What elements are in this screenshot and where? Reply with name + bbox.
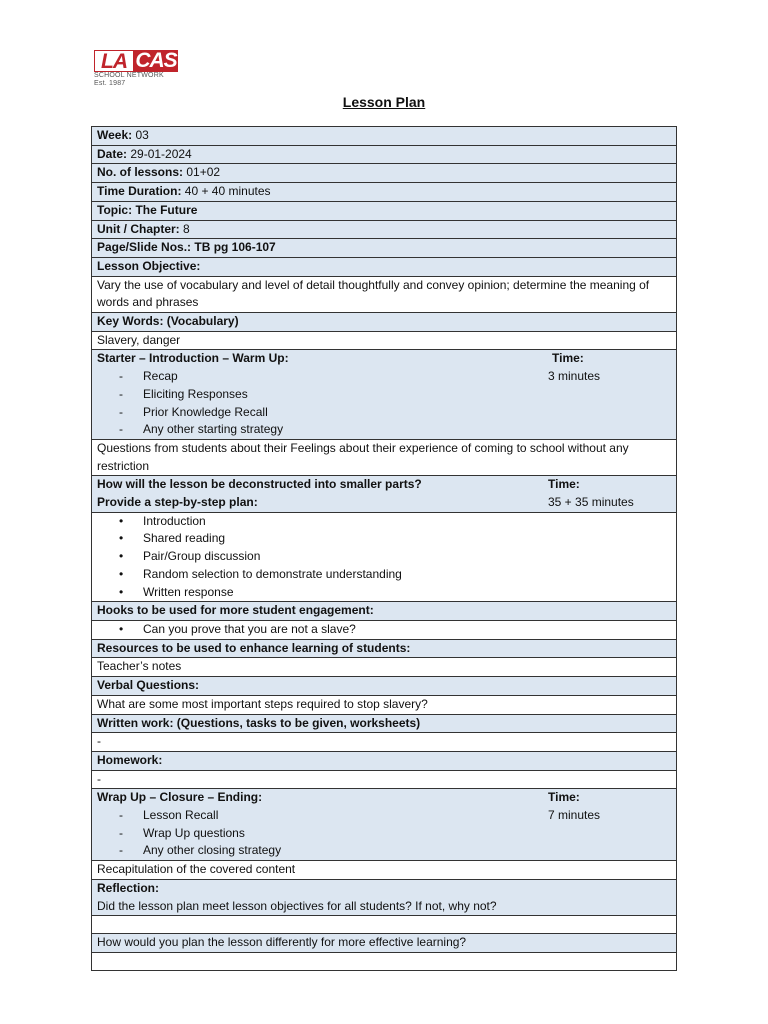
list-item: - Recap [97, 368, 548, 386]
wrapup-heading: Wrap Up – Closure – Ending: [97, 790, 263, 805]
keywords-heading: Key Words: (Vocabulary) [92, 313, 677, 332]
starter-heading: Starter – Introduction – Warm Up: [97, 351, 289, 366]
written-heading-row [92, 714, 677, 733]
verbal-text: What are some most important steps required to stop slavery? [92, 695, 677, 714]
date-label: Date: [97, 146, 128, 161]
written-row [92, 733, 677, 752]
bullet-marker: • [119, 621, 124, 636]
duration-label: Time Duration: [97, 184, 182, 199]
dash-marker: - [119, 369, 123, 384]
logo-letters-la: LA [94, 50, 134, 72]
reflection-answer-2 [92, 952, 677, 970]
hooks-heading: Hooks to be used for more student engagement: [92, 602, 677, 621]
wrapup-row [92, 789, 677, 861]
verbal-row [92, 695, 677, 714]
deconstruct-list-row [92, 512, 677, 602]
step-list [97, 513, 671, 602]
starter-row [92, 350, 677, 440]
list-item: • Shared reading [97, 530, 671, 548]
reflection-heading: Reflection: [97, 880, 160, 895]
wrapup-list [97, 807, 548, 860]
row-pages [92, 239, 677, 258]
resources-heading: Resources to be used to enhance learning of students: [92, 639, 677, 658]
unit-value: 8 [179, 221, 190, 236]
list-item: - Prior Knowledge Recall [97, 404, 548, 422]
written-text: - [92, 733, 677, 752]
list-item: • Random selection to demonstrate understanding [97, 566, 671, 584]
bullet-marker: • [119, 584, 124, 599]
homework-heading-row [92, 751, 677, 770]
dash-marker: - [119, 843, 123, 858]
list-item: • Can you prove that you are not a slave? [97, 621, 671, 639]
deconstruct-heading-row [92, 476, 677, 512]
hooks-list [97, 621, 671, 639]
pages-label: Page/Slide Nos.: TB pg 106-107 [97, 240, 276, 255]
keywords-text: Slavery, danger [92, 331, 677, 350]
deconstruct-time-value: 35 + 35 minutes [548, 495, 634, 510]
reflection-question-2-row [92, 934, 677, 953]
resources-heading-row [92, 639, 677, 658]
dash-marker: - [119, 808, 123, 823]
unit-label: Unit / Chapter: [97, 221, 180, 236]
starter-note: Questions from students about their Feelings about their experience of coming to school without any restriction [92, 439, 677, 475]
week-value: 03 [132, 128, 149, 142]
keywords-row [92, 331, 677, 350]
duration-value: 40 + 40 minutes [181, 184, 271, 199]
lesson-plan-table [91, 126, 677, 971]
date-value: 29-01-2024 [127, 146, 192, 161]
resources-row [92, 658, 677, 677]
list-item: • Pair/Group discussion [97, 548, 671, 566]
list-item: - Eliciting Responses [97, 386, 548, 404]
page-title: Lesson Plan [342, 94, 426, 110]
verbal-heading: Verbal Questions: [92, 677, 677, 696]
reflection-question-1: Did the lesson plan meet lesson objectives for all students? If not, why not? [97, 898, 497, 913]
verbal-heading-row [92, 677, 677, 696]
list-item: • Introduction [97, 513, 671, 531]
dash-marker: - [119, 422, 123, 437]
bullet-marker: • [119, 531, 124, 546]
list-item: - Any other closing strategy [97, 842, 548, 860]
objective-text: Vary the use of vocabulary and level of detail thoughtfully and convey opinion; determine the meaning of words and phrases [92, 276, 677, 312]
objective-heading-row [92, 257, 677, 276]
topic-label: Topic: The Future [97, 202, 198, 217]
logo-tagline: SCHOOL NETWORK [94, 72, 164, 79]
starter-time-value: 3 minutes [548, 369, 601, 384]
keywords-heading-row [92, 313, 677, 332]
list-item: - Any other starting strategy [97, 421, 548, 439]
list-item: - Wrap Up questions [97, 825, 548, 843]
row-week [92, 127, 677, 146]
reflection-answer-1 [92, 916, 677, 934]
list-item: - Lesson Recall [97, 807, 548, 825]
dash-marker: - [119, 825, 123, 840]
deconstruct-time-label: Time: [548, 477, 580, 492]
wrapup-time-label: Time: [548, 790, 580, 805]
reflection-question-2: How would you plan the lesson differently for more effective learning? [92, 934, 677, 953]
hooks-list-row [92, 620, 677, 639]
wrapup-time-value: 7 minutes [548, 808, 601, 823]
week-label: Week: [97, 128, 133, 142]
logo-letters-cas: CAS [135, 49, 177, 72]
row-unit [92, 220, 677, 239]
bullet-marker: • [119, 513, 124, 528]
row-lessons [92, 164, 677, 183]
bullet-marker: • [119, 549, 124, 564]
reflection-row [92, 879, 677, 915]
objective-row [92, 276, 677, 312]
starter-list [97, 368, 548, 439]
dash-marker: - [119, 404, 123, 419]
list-item: • Written response [97, 584, 671, 602]
hooks-heading-row [92, 602, 677, 621]
school-logo [94, 50, 178, 90]
dash-marker: - [119, 386, 123, 401]
wrapup-note: Recapitulation of the covered content [92, 861, 677, 880]
homework-row [92, 770, 677, 789]
step-plan-heading: Provide a step-by-step plan: [97, 495, 258, 510]
row-duration [92, 183, 677, 202]
deconstruct-heading: How will the lesson be deconstructed into smaller parts? [97, 477, 422, 492]
homework-text: - [92, 770, 677, 789]
logo-established: Est. 1987 [94, 80, 126, 87]
lessons-value: 01+02 [183, 165, 221, 180]
bullet-marker: • [119, 566, 124, 581]
lessons-label: No. of lessons: [97, 165, 184, 180]
resources-text: Teacher’s notes [92, 658, 677, 677]
objective-heading: Lesson Objective: [92, 257, 677, 276]
row-topic [92, 201, 677, 220]
written-heading: Written work: (Questions, tasks to be given, worksheets) [92, 714, 677, 733]
wrapup-note-row [92, 861, 677, 880]
starter-note-row [92, 439, 677, 475]
starter-time-label: Time: [552, 351, 584, 366]
homework-heading: Homework: [92, 751, 677, 770]
row-date [92, 145, 677, 164]
